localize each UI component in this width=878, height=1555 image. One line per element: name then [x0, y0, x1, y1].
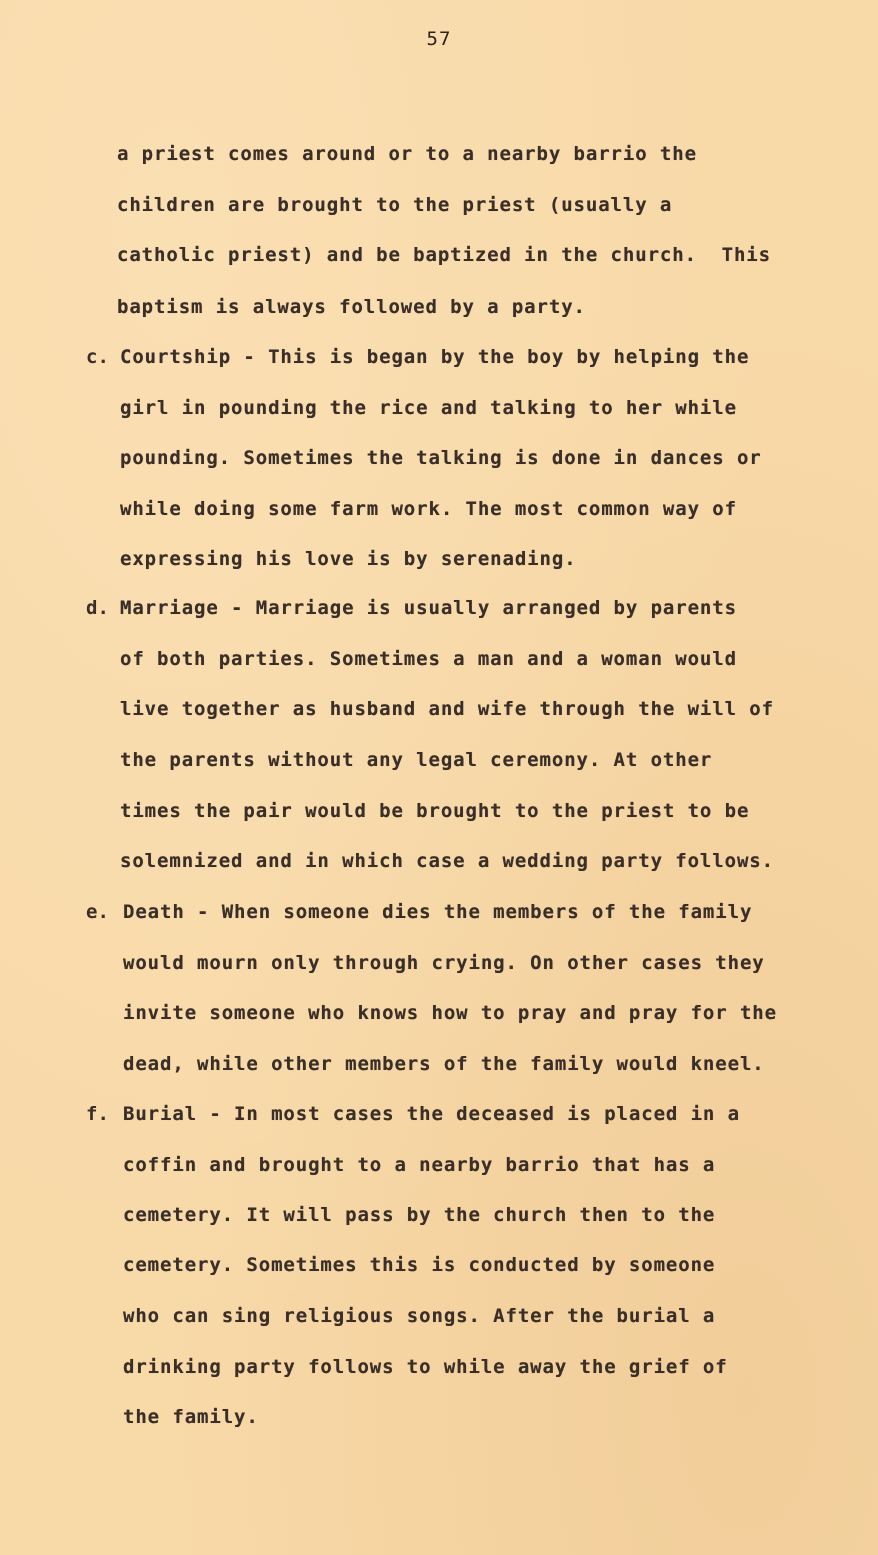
text-line: children are brought to the priest (usually a: [117, 194, 673, 216]
text-line: would mourn only through crying. On other cases they: [123, 952, 765, 974]
text-line: while doing some farm work. The most common way of: [120, 498, 737, 520]
text-line: dead, while other members of the family would kneel.: [123, 1053, 765, 1075]
section-marker: c.: [86, 346, 109, 368]
text-line: a priest comes around or to a nearby barrio the: [117, 143, 697, 165]
text-line: coffin and brought to a nearby barrio that has a: [123, 1154, 716, 1176]
text-line: cemetery. It will pass by the church then to the: [123, 1204, 716, 1226]
text-line: Courtship - This is began by the boy by helping the: [120, 346, 750, 368]
text-line: invite someone who knows how to pray and pray for the: [123, 1002, 777, 1024]
section-marker: e.: [86, 901, 109, 923]
text-line: the family.: [123, 1406, 259, 1428]
text-line: Marriage - Marriage is usually arranged by parents: [120, 597, 737, 619]
text-line: who can sing religious songs. After the burial a: [123, 1305, 716, 1327]
page-number: 57: [426, 28, 452, 50]
text-line: times the pair would be brought to the priest to be: [120, 800, 750, 822]
section-marker: f.: [86, 1103, 109, 1125]
text-line: baptism is always followed by a party.: [117, 296, 586, 318]
text-line: girl in pounding the rice and talking to her while: [120, 397, 737, 419]
text-line: Burial - In most cases the deceased is placed in a: [123, 1103, 740, 1125]
text-line: the parents without any legal ceremony. At other: [120, 749, 713, 771]
text-line: pounding. Sometimes the talking is done in dances or: [120, 447, 762, 469]
text-line: catholic priest) and be baptized in the church. This: [117, 244, 771, 266]
text-line: solemnized and in which case a wedding party follows.: [120, 850, 774, 872]
text-line: drinking party follows to while away the grief of: [123, 1356, 728, 1378]
text-line: cemetery. Sometimes this is conducted by someone: [123, 1254, 716, 1276]
text-line: live together as husband and wife through the will of: [120, 698, 774, 720]
section-marker: d.: [86, 597, 109, 619]
text-line: Death - When someone dies the members of the family: [123, 901, 753, 923]
text-line: expressing his love is by serenading.: [120, 548, 577, 570]
text-line: of both parties. Sometimes a man and a woman would: [120, 648, 737, 670]
